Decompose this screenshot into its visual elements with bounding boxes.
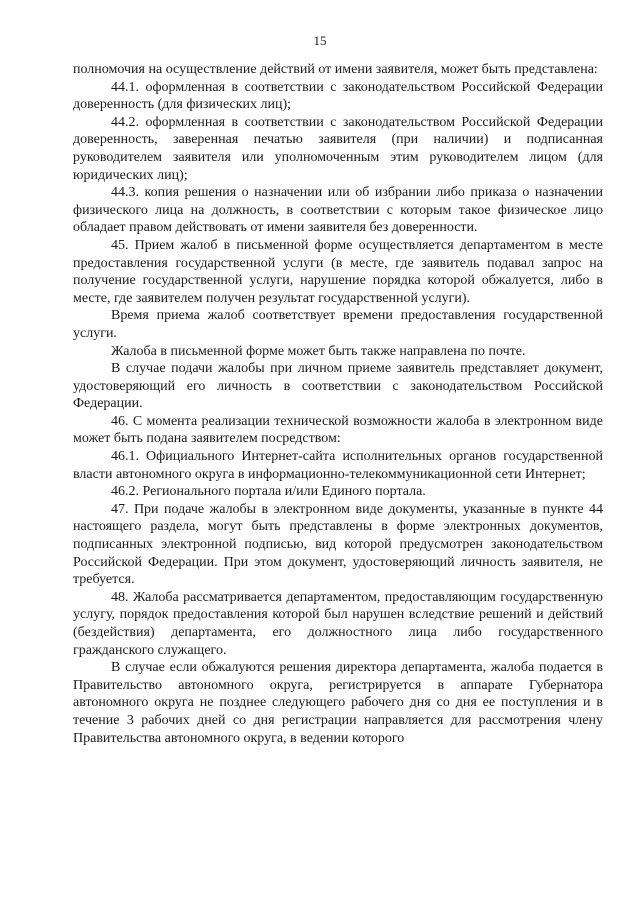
paragraph: Время приема жалоб соответствует времени предоставления государственной услуги. bbox=[73, 308, 603, 341]
paragraph: В случае подачи жалобы при личном приеме заявитель представляет документ, удостоверяющий его личность в соответствии с законодательством Российской Федерации. bbox=[73, 361, 603, 412]
paragraph-47: 47. При подаче жалобы в электронном виде документы, указанные в пункте 44 настоящего раздела, могут быть представлены в форме электронных документов, подписанных электронной подписью, вид которой предусмотрен законодательством Российской Федерации. При этом документ, удостоверяющий личность заявителя, не требуется. bbox=[73, 501, 603, 588]
paragraph-44-3: 44.3. копия решения о назначении или об избрании либо приказа о назначении физического лица на должность, в соответствии с которым такое физическое лицо обладает правом действовать от имени заявителя без доверенности. bbox=[73, 185, 603, 236]
paragraph-46-2: 46.2. Регионального портала и/или Единого портала. bbox=[111, 484, 426, 500]
page-number: 15 bbox=[313, 33, 327, 48]
paragraph-46-1: 46.1. Официального Интернет-сайта исполнительных органов государственной власти автономного округа в информационно-телекоммуникационной сети Интернет; bbox=[73, 449, 603, 482]
document-body bbox=[73, 61, 603, 747]
paragraph-46: 46. С момента реализации технической возможности жалоба в электронном виде может быть подана заявителем посредством: bbox=[73, 413, 603, 447]
paragraph-44-1: 44.1. оформленная в соответствии с законодательством Российской Федерации доверенность (для физических лиц); bbox=[73, 79, 603, 113]
paragraph-44-2: 44.2. оформленная в соответствии с законодательством Российской Федерации доверенность, заверенная печатью заявителя (при наличии) и подписанная руководителем заявителя или уполномоченным этим руководителем лицом (для юридических лиц); bbox=[73, 114, 603, 183]
paragraph: Жалоба в письменной форме может быть также направлена по почте. bbox=[111, 343, 526, 359]
paragraph: полномочия на осуществление действий от имени заявителя, может быть представлена: bbox=[73, 62, 598, 77]
paragraph-48: 48. Жалоба рассматривается департаментом, предоставляющим государственную услугу, порядок предоставления которой был нарушен вследствие решений и действий (бездействия) департамента, его должностного лица либо государственного гражданского служащего. bbox=[73, 589, 603, 658]
paragraph: В случае если обжалуются решения директора департамента, жалоба подается в Правительство автономного округа, регистрируется в аппарате Губернатора автономного округа не позднее следующего рабочего дня со дня ее поступления и в течение 3 рабочих дней со дня регистрации направляется для рассмотрения члену Правительства автономного округа, в ведении которого bbox=[73, 660, 603, 746]
paragraph-45: 45. Прием жалоб в письменной форме осуществляется департаментом в месте предоставления государственной услуги (в месте, где заявитель подавал запрос на получение государственной услуги, нарушение порядка которой обжалуется, либо в месте, где заявителем получен результат государственной услуги). bbox=[73, 237, 603, 306]
